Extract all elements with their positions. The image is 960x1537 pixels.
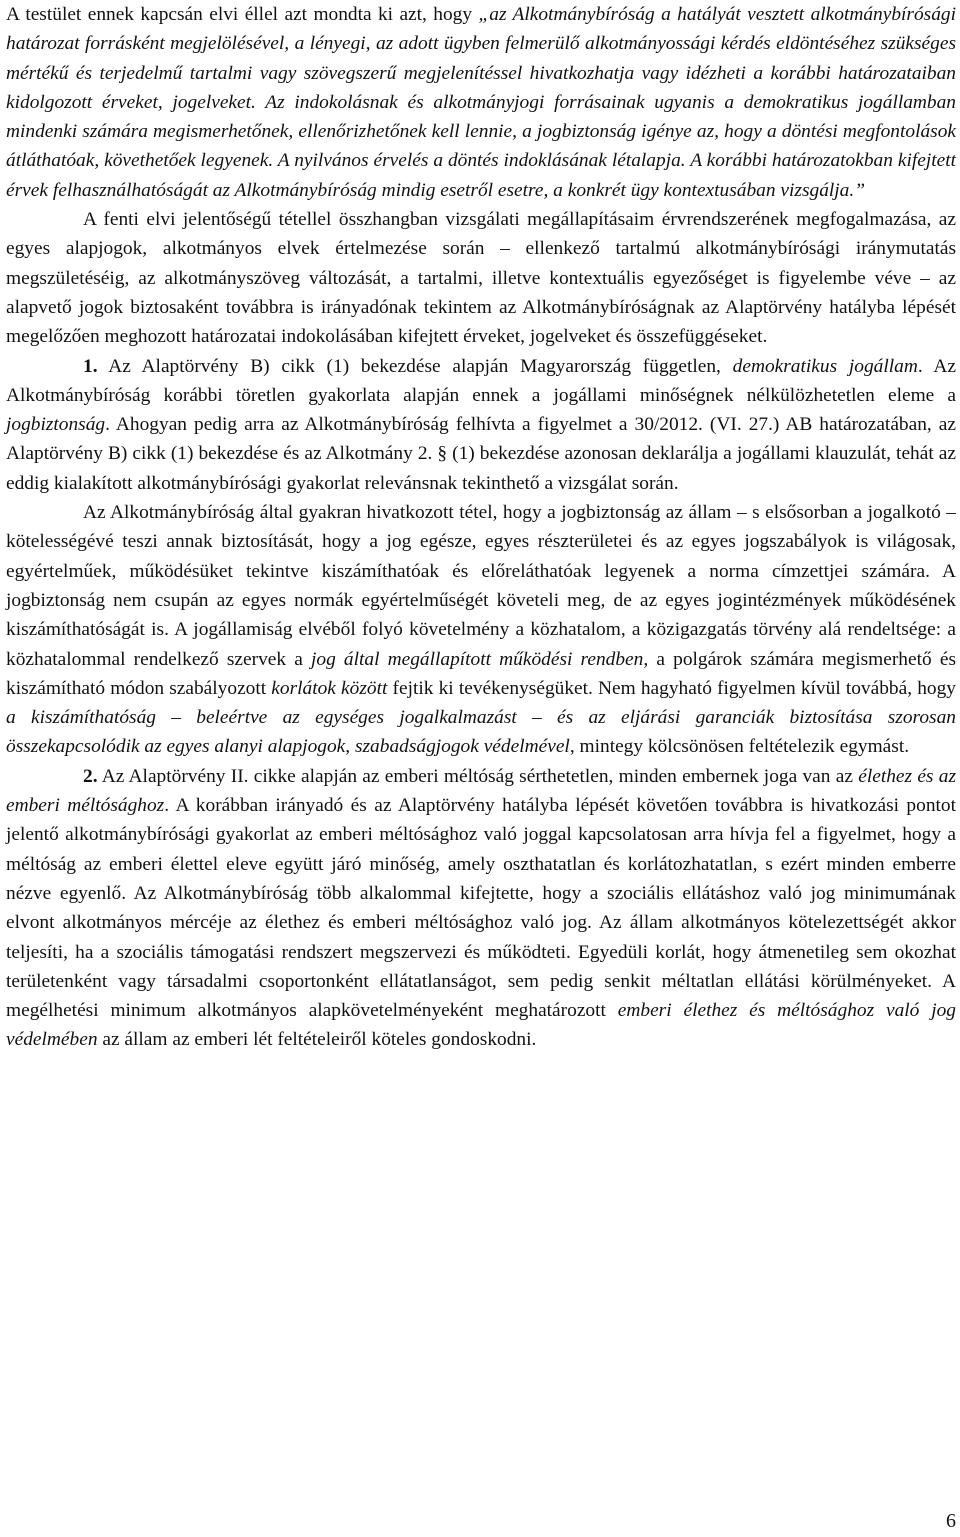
text-run: 2.	[83, 765, 98, 787]
paragraph-2	[6, 205, 956, 351]
text-run: . A korábban irányadó és az Alaptörvény hatályba lépését követően továbbra is hivatkozási pontot jelentő alkotmánybírósági gyakorlat az emberi méltósághoz való joggal kapcsolatosan arra hívja fel a figyelmet, hogy a méltóság az emberi élettel eleve együtt járó minőség, amely oszthatatlan és korlátozhatatlan, s ezért minden emberre nézve egyenlő. Az Alkotmánybíróság több alkalommal kifejtette, hogy a szociális ellátáshoz való jog minimumának elvont alkotmányos mércéje az élethez és emberi méltósághoz való jog. Az állam alkotmányos kötelezettségét akkor teljesíti, ha a szociális támogatási rendszert megszervezi és működteti. Egyedüli korlát, hogy átmenetileg sem okozhat területenként vagy társadalmi csoportonként ellátatlanságot, sem pedig senkit méltatlan ellátási körülményeket. A megélhetési minimum alkotmányos alapkövetelményeként meghatározott	[6, 795, 956, 1022]
text-run: jogbiztonság	[6, 414, 106, 436]
text-run: az állam az emberi lét feltételeiről köteles gondoskodni.	[97, 1029, 537, 1051]
text-run: demokratikus jogállam	[732, 355, 918, 377]
text-run: . Ahogyan pedig arra az Alkotmánybíróság felhívta a figyelmet a 30/2012. (VI. 27.) AB határozatában, az Alaptörvény B) cikk (1) bekezdése és az Alkotmány 2. § (1) bekezdése azonosan deklarálja a jogállami klauzulát, tehát az eddig kialakított alkotmánybírósági gyakorlat relevánsnak tekinthető a vizsgálat során.	[6, 414, 956, 494]
text-run: korlátok között	[271, 677, 388, 699]
text-run: . Az Alkotmánybíróság korábbi töretlen gyakorlata alapján ennek a jogállami minőségnek nélkülözhetetlen eleme a	[6, 355, 956, 406]
page-number: 6	[946, 1510, 956, 1532]
text-run: Az Alaptörvény B) cikk (1) bekezdése alapján Magyarország független,	[97, 355, 733, 377]
text-run: A testület ennek kapcsán elvi éllel azt mondta ki azt, hogy	[6, 4, 479, 25]
text-run: 1.	[83, 355, 98, 377]
text-run: , mintegy kölcsönösen feltételezik egymást.	[569, 736, 910, 758]
paragraph-1	[6, 0, 956, 205]
text-run: „az Alkotmánybíróság a hatályát vesztett alkotmánybírósági határozat forrásként megjelölésével, a lényegi, az adott ügyben felmerülő alkotmányossági kérdés eldöntéséhez szükséges mértékű és terjedelmű tartalmi vagy szövegszerű megjelenítéssel hivatkozhatja vagy idézheti a korábbi határozataiban kidolgozott érveket, jogelveket. Az indokolásnak és alkotmányjogi forrásainak ugyanis a demokratikus jogállamban mindenki számára megismerhetőnek, ellenőrizhetőnek kell lennie, a jogbiztonság igénye az, hogy a döntési megfontolások átláthatóak, követhetőek legyenek. A nyilvános érvelés a döntés indoklásának létalapja. A korábbi határozatokban kifejtett érvek felhasználhatóságát az Alkotmánybíróság mindig esetről esetre, a konkrét ügy kontextusában vizsgálja.”	[6, 4, 956, 201]
text-run: fejtik ki tevékenységüket. Nem hagyható figyelmen kívül továbbá, hogy	[387, 677, 956, 699]
text-run: Az Alkotmánybíróság által gyakran hivatkozott tétel, hogy a jogbiztonság az állam – s elsősorban a jogalkotó – kötelességévé teszi annak biztosítását, hogy a jog egésze, egyes részterületei és az egyes jogszabályok is világosak, egyértelműek, működésüket tekintve kiszámíthatóak és előreláthatóak legyenek a norma címzettjei számára. A jogbiztonság nem csupán az egyes normák egyértelműségét követeli meg, de az egyes jogintézmények működésének kiszámíthatóságát is. A jogállamiság elvéből folyó követelmény a közhatalom, a közigazgatás törvény alá rendeltsége: a közhatalommal rendelkező szervek a	[6, 502, 956, 670]
text-run: , a polgárok számára megismerhető és kiszámítható módon szabályozott	[6, 648, 956, 699]
paragraph-4	[6, 498, 956, 762]
paragraph-5	[6, 762, 956, 1055]
text-run: Az Alaptörvény II. cikke alapján az emberi méltóság sérthetetlen, minden embernek joga van az	[97, 765, 859, 787]
text-run: jog által megállapított működési rendben	[310, 648, 644, 670]
text-run: A fenti elvi jelentőségű tétellel összhangban vizsgálati megállapításaim érvrendszerének megfogalmazása, az egyes alapjogok, alkotmányos elvek értelmezése során – ellenkező tartalmú alkotmánybírósági iránymutatás megszületéséig, az alkotmányszöveg változását, a tartalmi, illetve kontextuális egyezőséget is figyelembe véve – az alapvető jogok biztosaként továbbra is irányadónak tekintem az Alkotmánybíróságnak az Alaptörvény hatályba lépését megelőzően meghozott határozatai indokolásában kifejtett érveket, jogelveket és összefüggéseket.	[6, 209, 956, 348]
paragraph-3	[6, 352, 956, 498]
document-page	[6, 0, 956, 1055]
text-run: a kiszámíthatóság – beleértve az egységes jogalkalmazást – és az eljárási garanciák biztosítása szorosan összekapcsolódik az egyes alanyi alapjogok, szabadságjogok védelmével	[6, 707, 956, 758]
text-run: élethez és az emberi méltósághoz	[6, 765, 956, 817]
text-run: emberi élethez és méltósághoz való jog védelmében	[6, 1000, 957, 1051]
